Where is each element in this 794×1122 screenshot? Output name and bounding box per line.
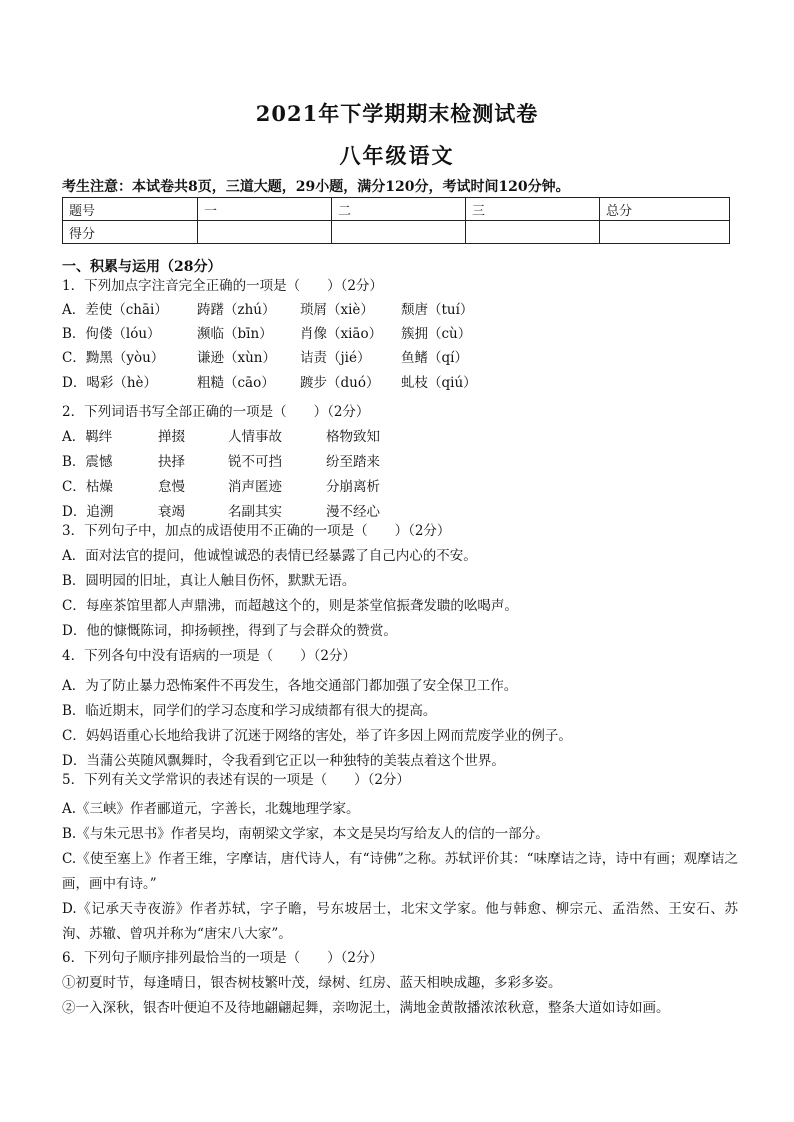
option-word: 踌躇（zhú） (197, 302, 276, 318)
score-table-header-row (63, 198, 730, 221)
score-cell: 三 (466, 198, 600, 221)
question-3-option-c: C．每座茶馆里都人声鼎沸，而超越这个的，则是茶堂倌振聋发聩的吆喝声。 (62, 598, 518, 614)
question-3-option-b: B．圆明园的旧址，真让人触目伤怀，默默无语。 (62, 573, 356, 589)
option-word: 踱步（duó） (300, 375, 380, 391)
option-word: 分崩离析 (326, 479, 380, 495)
option-word: 琐屑（xiè） (300, 302, 374, 318)
option-word: 诘责（jié） (300, 350, 371, 366)
question-6-line-1: ①初夏时节，每逢晴日，银杏树枝繁叶茂，绿树、红房、蓝天相映成趣，多彩多姿。 (62, 975, 562, 991)
score-cell: 得分 (63, 221, 198, 244)
score-table-score-row (63, 221, 730, 244)
option-word: 衰竭 (158, 504, 185, 520)
option-word: 漫不经心 (326, 504, 380, 520)
option-word: B．佝偻（lóu） (62, 326, 161, 342)
question-6-stem: 6．下列句子顺序排列最恰当的一项是（ ）（2分） (62, 950, 383, 966)
option-word: 掸掇 (158, 429, 185, 445)
option-word: 抉择 (158, 454, 185, 470)
option-word: C．枯燥 (62, 479, 113, 495)
question-5-option-a: A.《三峡》作者郦道元，字善长，北魏地理学家。 (62, 801, 360, 817)
question-5-option-d: D.《记承天寺夜游》作者苏轼，字子瞻，号东坡居士，北宋文学家。他与韩愈、柳宗元、孟浩然、王安石、苏洵、苏辙、曾巩并称为“唐宋八大家”。 (62, 901, 738, 942)
question-1-stem: 1．下列加点字注音完全正确的一项是（ ）（2分） (62, 278, 383, 294)
question-5-option-c: C.《使至塞上》作者王维，字摩诘，唐代诗人，有“诗佛”之称。苏轼评价其：“味摩诘之诗，诗中有画；观摩诘之画，画中有诗。” (62, 851, 738, 892)
exam-subtitle: 八年级语文 (339, 143, 455, 168)
score-input-cell[interactable] (198, 221, 332, 244)
section-heading: 一、积累与运用（28分） (62, 259, 222, 275)
option-word: 格物致知 (326, 429, 380, 445)
question-4-option-b: B．临近期末，同学们的学习态度和学习成绩都有很大的提高。 (62, 703, 437, 719)
option-word: 鱼鳍（qí） (401, 350, 468, 366)
option-word: A．差使（chāi） (62, 302, 168, 318)
question-3-option-d: D．他的慷慨陈词，抑扬顿挫，得到了与会群众的赞赏。 (62, 623, 397, 639)
option-word: 怠慢 (158, 479, 185, 495)
option-word: 人情事故 (228, 429, 282, 445)
exam-notice: 考生注意：本试卷共8页，三道大题，29小题，满分120分，考试时间120分钟。 (62, 179, 570, 195)
option-word: C．黝黑（yòu） (62, 350, 165, 366)
option-word: D．追溯 (62, 504, 114, 520)
score-cell: 一 (198, 198, 332, 221)
question-4-option-d: D．当蒲公英随风飘舞时，令我看到它正以一种独特的美装点着这个世界。 (62, 753, 505, 769)
option-word: 簇拥（cù） (401, 326, 472, 342)
question-5-option-b: B.《与朱元思书》作者吴均，南朝梁文学家，本文是吴均写给友人的信的一部分。 (62, 826, 549, 842)
question-2-stem: 2．下列词语书写全部正确的一项是（ ）（2分） (62, 404, 370, 420)
option-word: A．羁绊 (62, 429, 113, 445)
score-input-cell[interactable] (466, 221, 600, 244)
option-word: 粗糙（cāo） (197, 375, 275, 391)
score-table (62, 197, 730, 244)
score-input-cell[interactable] (332, 221, 466, 244)
score-cell: 二 (332, 198, 466, 221)
option-word: 纷至踏来 (326, 454, 380, 470)
option-word: 名副其实 (228, 504, 282, 520)
option-word: B．震憾 (62, 454, 113, 470)
question-4-option-a: A．为了防止暴力恐怖案件不再发生，各地交通部门都加强了安全保卫工作。 (62, 678, 518, 694)
score-cell: 题号 (63, 198, 198, 221)
question-3-stem: 3．下列句子中，加点的成语使用不正确的一项是（ ）（2分） (62, 523, 451, 539)
option-word: 虬枝（qiú） (401, 375, 477, 391)
option-word: 肖像（xiāo） (300, 326, 383, 342)
question-3-option-a: A．面对法官的提问，他诚惶诚恐的表情已经暴露了自己内心的不安。 (62, 548, 477, 564)
question-4-stem: 4．下列各句中没有语病的一项是（ ）（2分） (62, 648, 356, 664)
score-cell: 总分 (600, 198, 730, 221)
option-word: 濒临（bīn） (197, 326, 273, 342)
exam-title: 2021年下学期期末检测试卷 (255, 101, 539, 126)
option-word: 锐不可挡 (228, 454, 282, 470)
question-5-stem: 5．下列有关文学常识的表述有误的一项是（ ）（2分） (62, 772, 410, 788)
option-word: 消声匿迹 (228, 479, 282, 495)
question-4-option-c: C．妈妈语重心长地给我讲了沉迷于网络的害处，举了许多因上网而荒废学业的例子。 (62, 728, 572, 744)
question-6-line-2: ②一入深秋，银杏叶便迫不及待地翩翩起舞，亲吻泥土，满地金黄散播浓浓秋意，整条大道如诗如画。 (62, 1000, 670, 1016)
option-word: 谦逊（xùn） (197, 350, 277, 366)
score-input-cell[interactable] (600, 221, 730, 244)
option-word: 颓唐（tuí） (401, 302, 474, 318)
option-word: D．喝彩（hè） (62, 375, 158, 391)
